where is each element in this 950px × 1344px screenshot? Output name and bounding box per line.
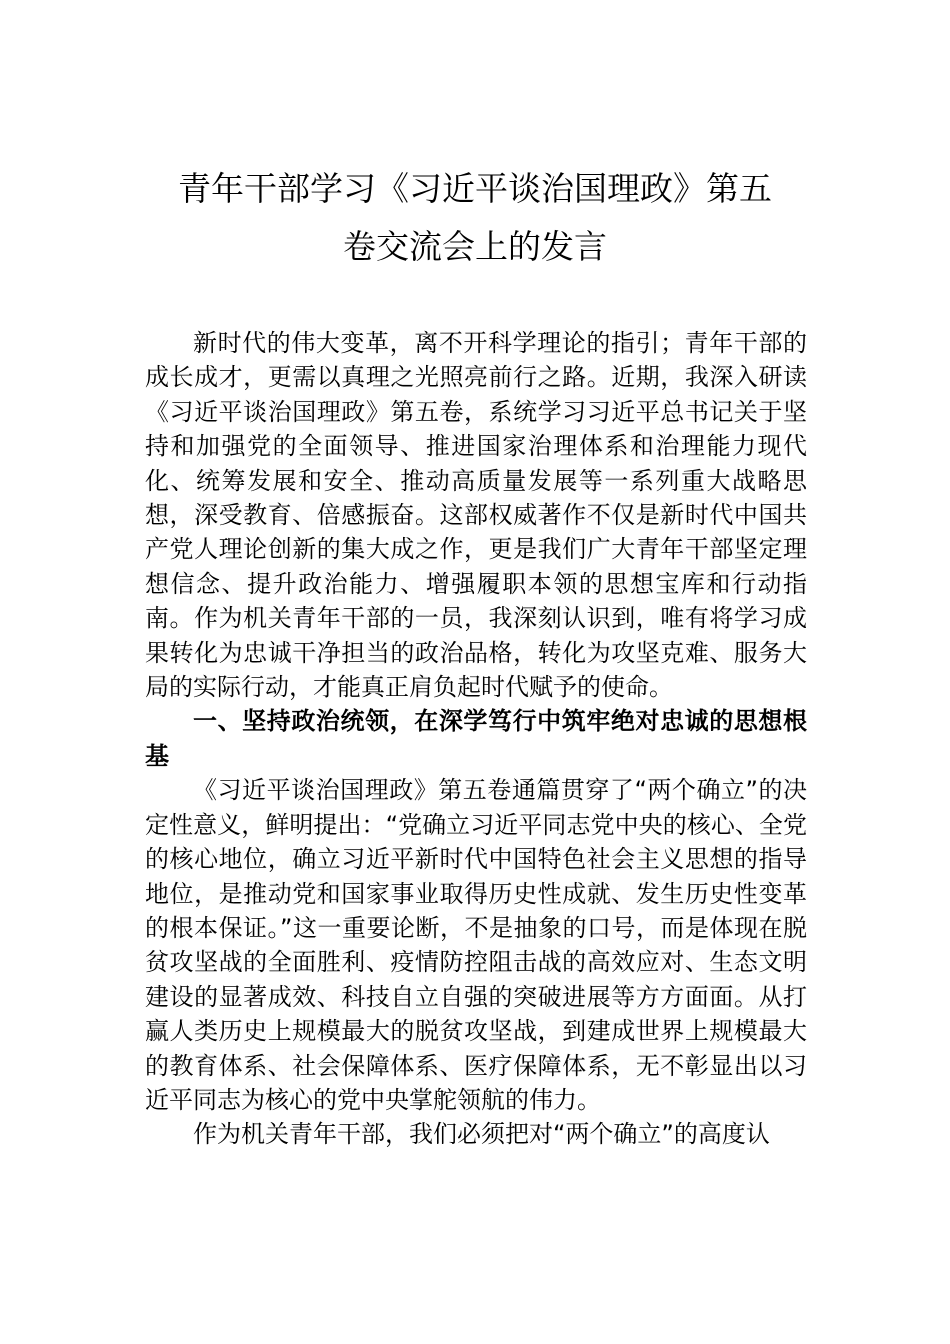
document-title xyxy=(0,160,950,276)
title-line-1: 青年干部学习《习近平谈治国理政》第五 xyxy=(178,169,772,208)
body-paragraph-1: 《习近平谈治国理政》第五卷通篇贯穿了“两个确立”的决定性意义，鲜明提出：“党确立习近平同志党中央的核心、全党的核心地位，确立习近平新时代中国特色社会主义思想的指导地位，是推动党和国家事业取得历史性成就、发生历史性变革的根本保证。”这一重要论断，不是抽象的口号，而是体现在脱贫攻坚战的全面胜利、疫情防控阻击战的高效应对、生态文明建设的显著成效、科技自立自强的突破进展等方方面面。从打赢人类历史上规模最大的脱贫攻坚战，到建成世界上规模最大的教育体系、社会保障体系、医疗保障体系，无不彰显出以习近平同志为核心的党中央掌舵领航的伟力。 xyxy=(145,776,807,1114)
document-body xyxy=(145,326,807,1152)
section-heading-1: 一、坚持政治统领，在深学笃行中筑牢绝对忠诚的思想根基 xyxy=(145,707,807,770)
intro-paragraph: 新时代的伟大变革，离不开科学理论的指引；青年干部的成长成才，更需以真理之光照亮前行之路。近期，我深入研读《习近平谈治国理政》第五卷，系统学习习近平总书记关于坚持和加强党的全面领导、推进国家治理体系和治理能力现代化、统筹发展和安全、推动高质量发展等一系列重大战略思想，深受教育、倍感振奋。这部权威著作不仅是新时代中国共产党人理论创新的集大成之作，更是我们广大青年干部坚定理想信念、提升政治能力、增强履职本领的思想宝库和行动指南。作为机关青年干部的一员，我深刻认识到，唯有将学习成果转化为忠诚干净担当的政治品格，转化为攻坚克难、服务大局的实际行动，才能真正肩负起时代赋予的使命。 xyxy=(145,329,807,702)
title-line-2: 卷交流会上的发言 xyxy=(343,227,607,266)
body-paragraph-2: 作为机关青年干部，我们必须把对“两个确立”的高度认 xyxy=(193,1120,770,1149)
